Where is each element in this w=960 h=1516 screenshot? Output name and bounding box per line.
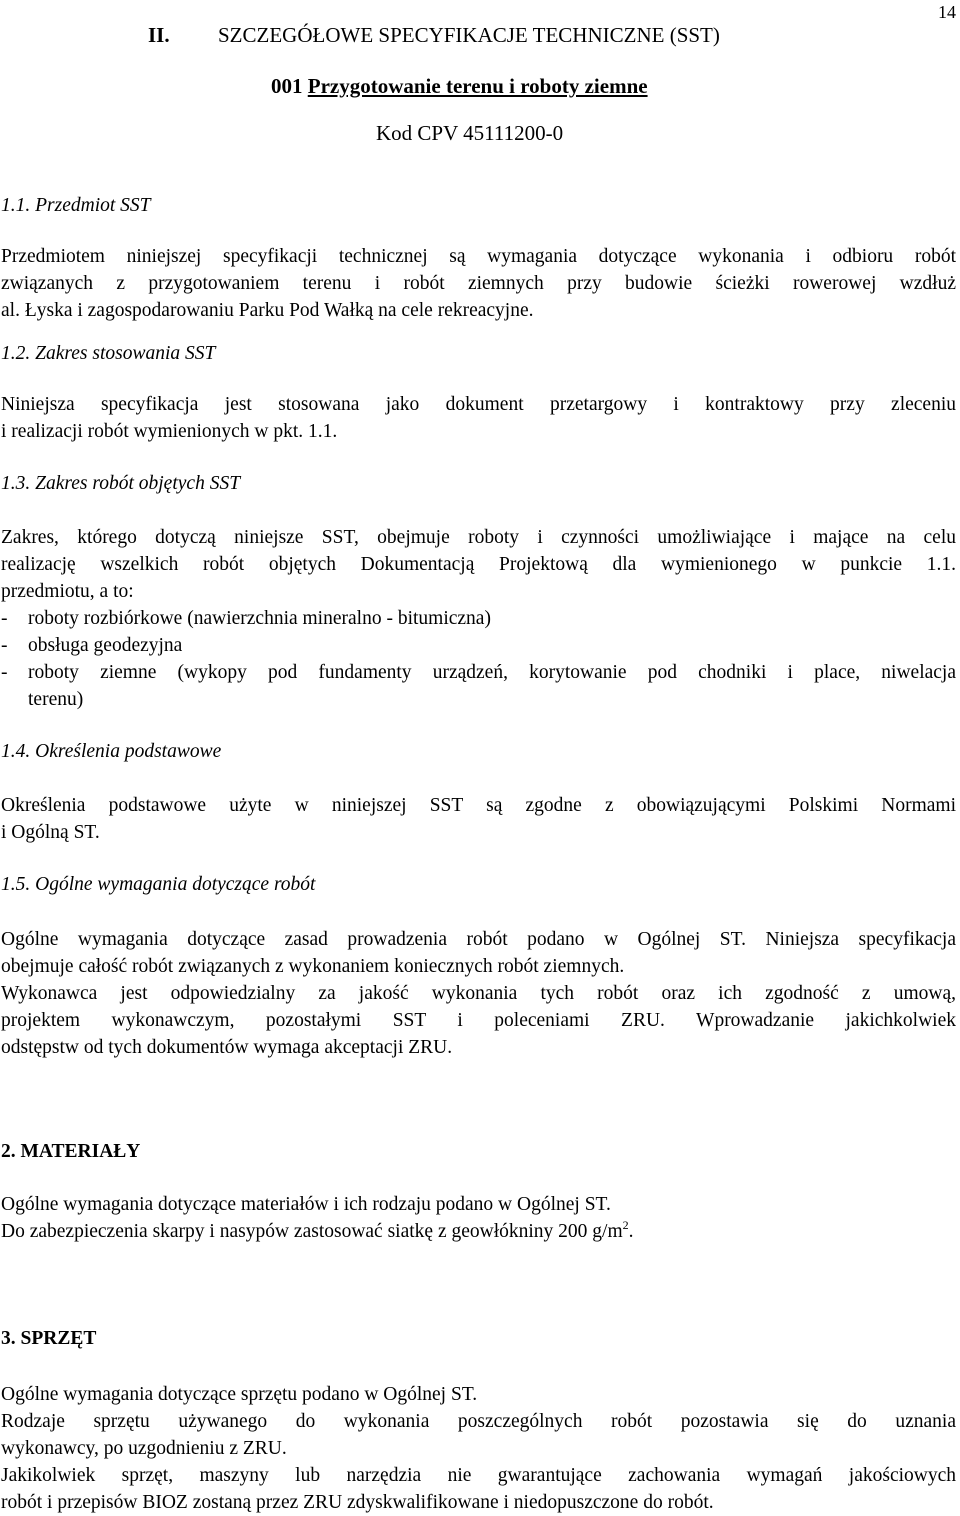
text-line: projektem wykonawczym, pozostałymi SST i poleceniami ZRU. Wprowadzanie jakichkolwiek: [1, 1010, 956, 1031]
materials-line-2-text: Do zabezpieczenia skarpy i nasypów zastosować siatkę z geowłókniny 200 g/m: [1, 1221, 623, 1242]
text-line: Zakres, którego dotyczą niniejsze SST, obejmuje roboty i czynności umożliwiające i mające na celu: [1, 527, 956, 548]
text-line: Rodzaje sprzętu używanego do wykonania poszczególnych robót pozostawia się do uznania: [1, 1411, 956, 1432]
cpv-code: Kod CPV 45111200-0: [376, 121, 564, 145]
text-line: i Ogólną ST.: [1, 822, 100, 843]
materials-line-2: [1, 1218, 956, 1243]
text-line: Ogólne wymagania dotyczące sprzętu podano w Ogólnej ST.: [1, 1384, 478, 1405]
paragraph-1-2: [1, 391, 956, 445]
heading-1-3: 1.3. Zakres robót objętych SST: [1, 473, 241, 494]
text-line: obejmuje całość robót związanych z wykonaniem koniecznych robót ziemnych.: [1, 956, 625, 977]
section-subheader: [271, 74, 648, 99]
subheader-title: Przygotowanie terenu i roboty ziemne: [307, 74, 648, 98]
paragraph-1-3: [1, 524, 956, 605]
list-dash: -: [1, 662, 8, 683]
text-line: związanych z przygotowaniem terenu i robót ziemnych przy budowie ścieżki rowerowej wzdłuż: [1, 273, 956, 294]
page-number: 14: [938, 2, 956, 22]
text-line: Ogólne wymagania dotyczące zasad prowadzenia robót podano w Ogólnej ST. Niniejsza specyfikacja: [1, 929, 956, 950]
text-line: i realizacji robót wymienionych w pkt. 1.1.: [1, 421, 338, 442]
list-dash: -: [1, 635, 8, 656]
subheader-code: 001: [271, 74, 303, 98]
paragraph-1-4: [1, 792, 956, 846]
paragraph-equipment: [1, 1381, 956, 1516]
heading-1-4: 1.4. Określenia podstawowe: [1, 741, 222, 762]
text-line: robót i przepisów BIOZ zostaną przez ZRU zdyskwalifikowane i niedopuszczone do robót.: [1, 1492, 714, 1513]
text-line: realizację wszelkich robót objętych Dokumentacją Projektową dla wymienionego w punkcie 1.1.: [1, 554, 956, 575]
list-item: [1, 659, 956, 713]
paragraph-1-1: [1, 243, 956, 324]
text-line: odstępstw od tych dokumentów wymaga akceptacji ZRU.: [1, 1037, 453, 1058]
heading-materials: 2. MATERIAŁY: [1, 1141, 141, 1162]
superscript: 2: [622, 1218, 629, 1232]
list-item: [1, 605, 956, 632]
materials-line-2-end: .: [628, 1221, 634, 1242]
scope-list: [1, 605, 956, 713]
text-line: wykonawcy, po uzgodnieniu z ZRU.: [1, 1438, 287, 1459]
list-item-text: terenu): [28, 689, 84, 710]
header-number: II.: [148, 23, 170, 47]
document-header: [148, 23, 720, 48]
text-line: Jakikolwiek sprzęt, maszyny lub narzędzia nie gwarantujące zachowania wymagań jakościowych: [1, 1465, 956, 1486]
list-item-text: obsługa geodezyjna: [28, 635, 183, 656]
materials-line-1: Ogólne wymagania dotyczące materiałów i ich rodzaju podano w Ogólnej ST.: [1, 1194, 611, 1215]
list-dash: -: [1, 608, 8, 629]
paragraph-1-5: [1, 926, 956, 1061]
list-item: [1, 632, 956, 659]
heading-1-2: 1.2. Zakres stosowania SST: [1, 343, 216, 364]
text-line: Przedmiotem niniejszej specyfikacji technicznej są wymagania dotyczące wykonania i odbioru robót: [1, 246, 956, 267]
heading-equipment: 3. SPRZĘT: [1, 1328, 97, 1349]
heading-1-5: 1.5. Ogólne wymagania dotyczące robót: [1, 874, 316, 895]
text-line: Wykonawca jest odpowiedzialny za jakość wykonania tych robót oraz ich zgodność z umową,: [1, 983, 956, 1004]
text-line: Określenia podstawowe użyte w niniejszej SST są zgodne z obowiązującymi Polskimi Normami: [1, 795, 956, 816]
text-line: przedmiotu, a to:: [1, 581, 134, 602]
text-line: al. Łyska i zagospodarowaniu Parku Pod Wałką na cele rekreacyjne.: [1, 300, 534, 321]
heading-1-1: 1.1. Przedmiot SST: [1, 195, 151, 216]
list-item-text: roboty ziemne (wykopy pod fundamenty urządzeń, korytowanie pod chodniki i place, niwelacja: [28, 662, 956, 683]
list-item-text: roboty rozbiórkowe (nawierzchnia mineralno - bitumiczna): [28, 608, 491, 629]
header-title: SZCZEGÓŁOWE SPECYFIKACJE TECHNICZNE (SST): [218, 23, 720, 47]
text-line: Niniejsza specyfikacja jest stosowana jako dokument przetargowy i kontraktowy przy zleceniu: [1, 394, 956, 415]
